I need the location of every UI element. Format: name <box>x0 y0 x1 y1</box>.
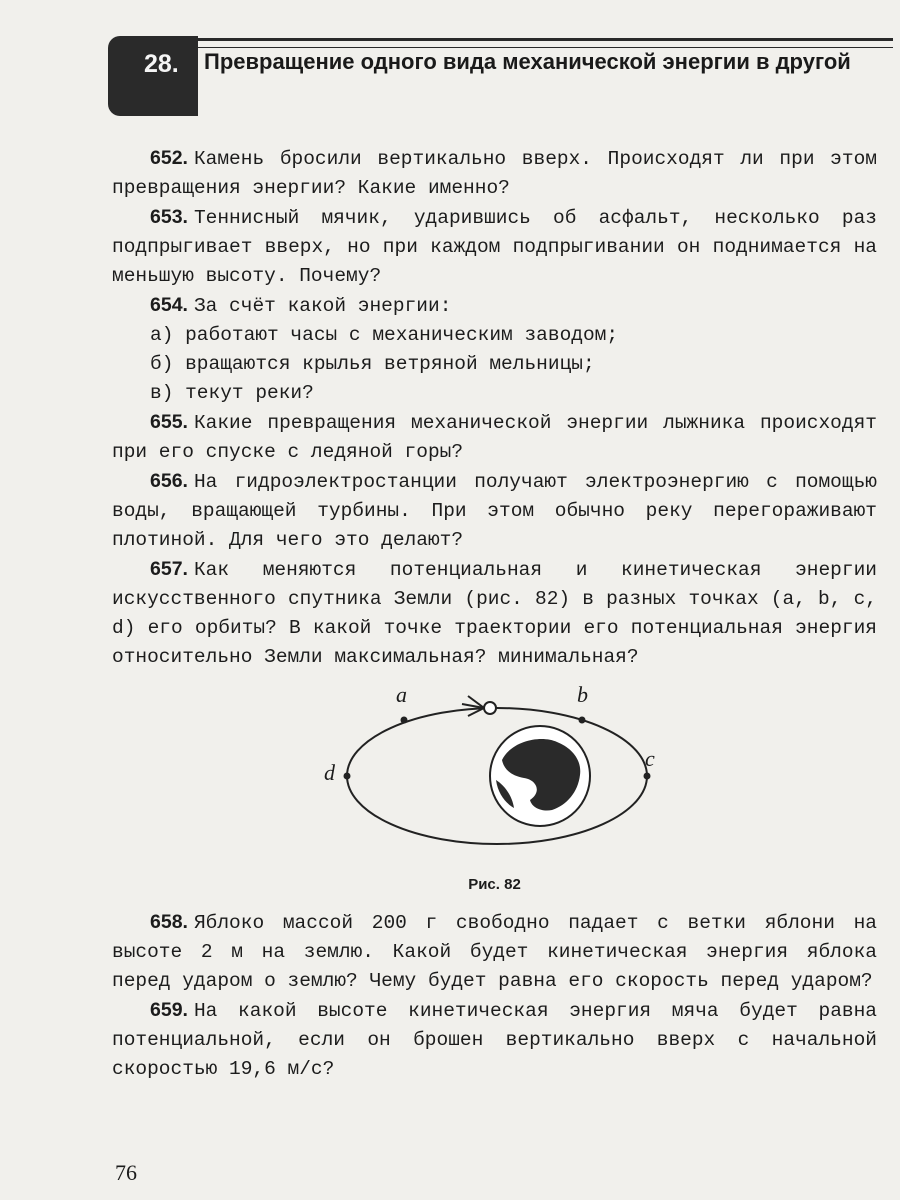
figure-caption: Рис. 82 <box>468 876 521 893</box>
problem-653: 653. Теннисный мячик, ударившись об асфальт, несколько раз подпрыгивает вверх, но при каждом подпрыгивании он поднимается на меньшую высоту. Почему? <box>112 206 877 287</box>
header-rule <box>196 38 893 48</box>
point-b <box>579 717 586 724</box>
point-c <box>644 773 651 780</box>
section-number: 28. <box>144 50 179 78</box>
option-654-a: а) работают часы с механическим заводом; <box>150 324 619 346</box>
earth-icon <box>490 726 590 826</box>
label-b: b <box>577 682 588 707</box>
option-654-c: в) текут реки? <box>150 382 314 404</box>
point-a <box>401 717 408 724</box>
page-number: 76 <box>115 1160 137 1185</box>
problem-654: 654. За счёт какой энергии: <box>150 294 452 317</box>
orbit-diagram <box>112 680 877 870</box>
problem-655: 655. Какие превращения механической энергии лыжника происходят при его спуске с ледяной горы? <box>112 411 877 463</box>
point-d <box>344 773 351 780</box>
satellite-icon <box>462 696 496 716</box>
section-title: Превращение одного вида механической энергии в другой <box>204 49 851 74</box>
label-d: d <box>324 760 335 785</box>
page-content <box>112 144 877 1084</box>
label-c: c <box>645 746 655 771</box>
problem-656: 656. На гидроэлектростанции получают электроэнергию с помощью воды, вращающей турбины. При этом обычно реку перегораживают плотиной. Для чего это делают? <box>112 470 877 551</box>
problem-652: 652. Камень бросили вертикально вверх. Происходят ли при этом превращения энергии? Какие именно? <box>112 147 877 199</box>
label-a: a <box>396 682 407 707</box>
option-654-b: б) вращаются крылья ветряной мельницы; <box>150 353 595 375</box>
problem-658: 658. Яблоко массой 200 г свободно падает с ветки яблони на высоте 2 м на землю. Какой будет кинетическая энергия яблока перед ударом о землю? Чему будет равна его скорость перед ударом? <box>112 911 877 992</box>
problem-659: 659. На какой высоте кинетическая энергия мяча будет равна потенциальной, если он брошен вертикально вверх с начальной скоростью 19,6 м/с? <box>112 999 877 1080</box>
figure-82 <box>112 680 877 908</box>
problem-657: 657. Как меняются потенциальная и кинетическая энергии искусственного спутника Земли (рис. 82) в разных точках (a, b, c, d) его орбиты? В какой точке траектории его потенциальная энергия относительно Земли максимальная? минимальная? <box>112 558 877 668</box>
section-header <box>108 28 893 116</box>
